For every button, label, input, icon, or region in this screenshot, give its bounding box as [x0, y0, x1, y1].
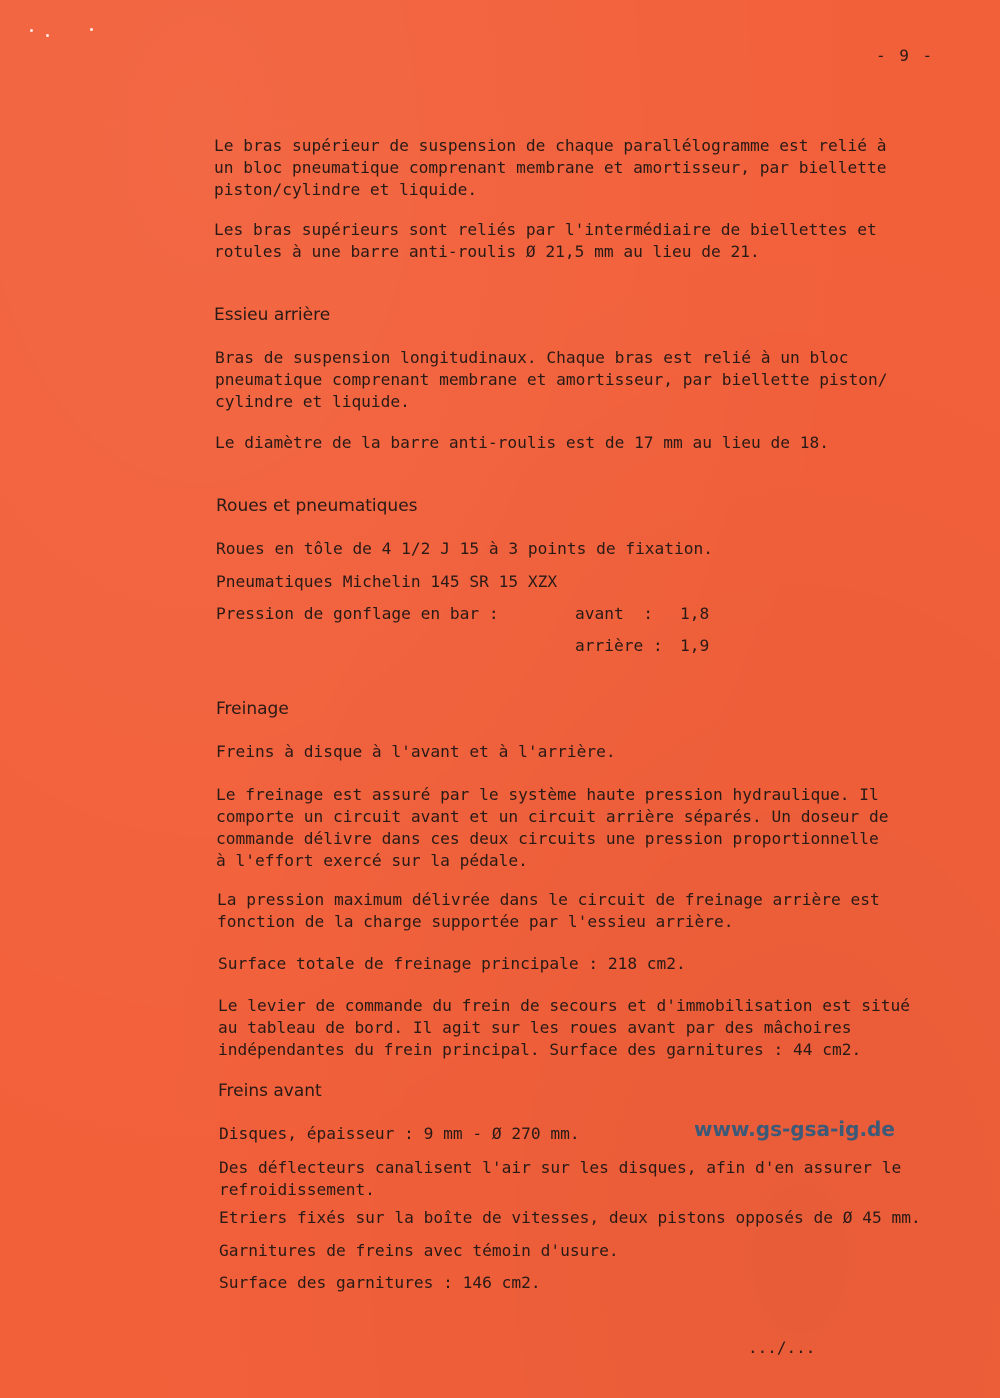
paragraph: Le freinage est assuré par le système haute pression hydraulique. Il comporte un circuit avant et un circuit arrière séparés. Un doseur de commande délivre dans ces deux circuits une pression proportionnelle à l'effort exercé sur la pédale.: [216, 785, 889, 870]
paragraph: Garnitures de freins avec témoin d'usure.: [219, 1241, 619, 1260]
website-watermark: www.gs-gsa-ig.de: [694, 1117, 895, 1141]
section-heading-freinage: Freinage: [216, 699, 289, 719]
punch-mark: [90, 28, 93, 31]
paragraph: Le bras supérieur de suspension de chaque parallélogramme est relié à un bloc pneumatique comprenant membrane et amortisseur, par biellette piston/cylindre et liquide.: [214, 136, 887, 199]
paragraph: Disques, épaisseur : 9 mm - Ø 270 mm.: [219, 1124, 580, 1143]
section-heading-freins-avant: Freins avant: [218, 1081, 322, 1101]
paragraph: Le diamètre de la barre anti-roulis est de 17 mm au lieu de 18.: [215, 433, 829, 452]
tyres-line: Pneumatiques Michelin 145 SR 15 XZX: [216, 572, 558, 591]
paragraph: Surface des garnitures : 146 cm2.: [219, 1273, 541, 1292]
paragraph: Freins à disque à l'avant et à l'arrière.: [216, 742, 616, 761]
pressure-rear-label: arrière :: [575, 636, 663, 655]
punch-mark: [30, 29, 33, 32]
paragraph: Bras de suspension longitudinaux. Chaque bras est relié à un bloc pneumatique comprenant membrane et amortisseur, par biellette piston/ cylindre et liquide.: [215, 348, 888, 411]
section-heading-essieu-arriere: Essieu arrière: [214, 305, 331, 325]
paragraph: Surface totale de freinage principale : 218 cm2.: [218, 954, 686, 973]
punch-mark: [46, 34, 49, 37]
pressure-rear-value: 1,9: [680, 636, 710, 655]
continuation-mark: .../...: [748, 1338, 816, 1357]
paragraph: Des déflecteurs canalisent l'air sur les disques, afin d'en assurer le refroidissement.: [219, 1158, 902, 1199]
pressure-front-value: 1,8: [680, 604, 710, 623]
paragraph: La pression maximum délivrée dans le circuit de freinage arrière est fonction de la charge supportée par l'essieu arrière.: [217, 890, 880, 931]
wheels-line: Roues en tôle de 4 1/2 J 15 à 3 points de fixation.: [216, 539, 714, 558]
paragraph: Les bras supérieurs sont reliés par l'intermédiaire de biellettes et rotules à une barre anti-roulis Ø 21,5 mm au lieu de 21.: [214, 220, 877, 261]
pressure-front-label: avant :: [575, 604, 653, 623]
page-number: - 9 -: [876, 46, 935, 65]
pressure-label: Pression de gonflage en bar :: [216, 604, 499, 623]
section-heading-roues: Roues et pneumatiques: [216, 496, 418, 516]
paragraph: Le levier de commande du frein de secours et d'immobilisation est situé au tableau de bord. Il agit sur les roues avant par des mâchoires indépendantes du frein principal. Surface des garnitures : 44 cm2.: [218, 996, 910, 1059]
paragraph: Etriers fixés sur la boîte de vitesses, deux pistons opposés de Ø 45 mm.: [219, 1208, 921, 1227]
